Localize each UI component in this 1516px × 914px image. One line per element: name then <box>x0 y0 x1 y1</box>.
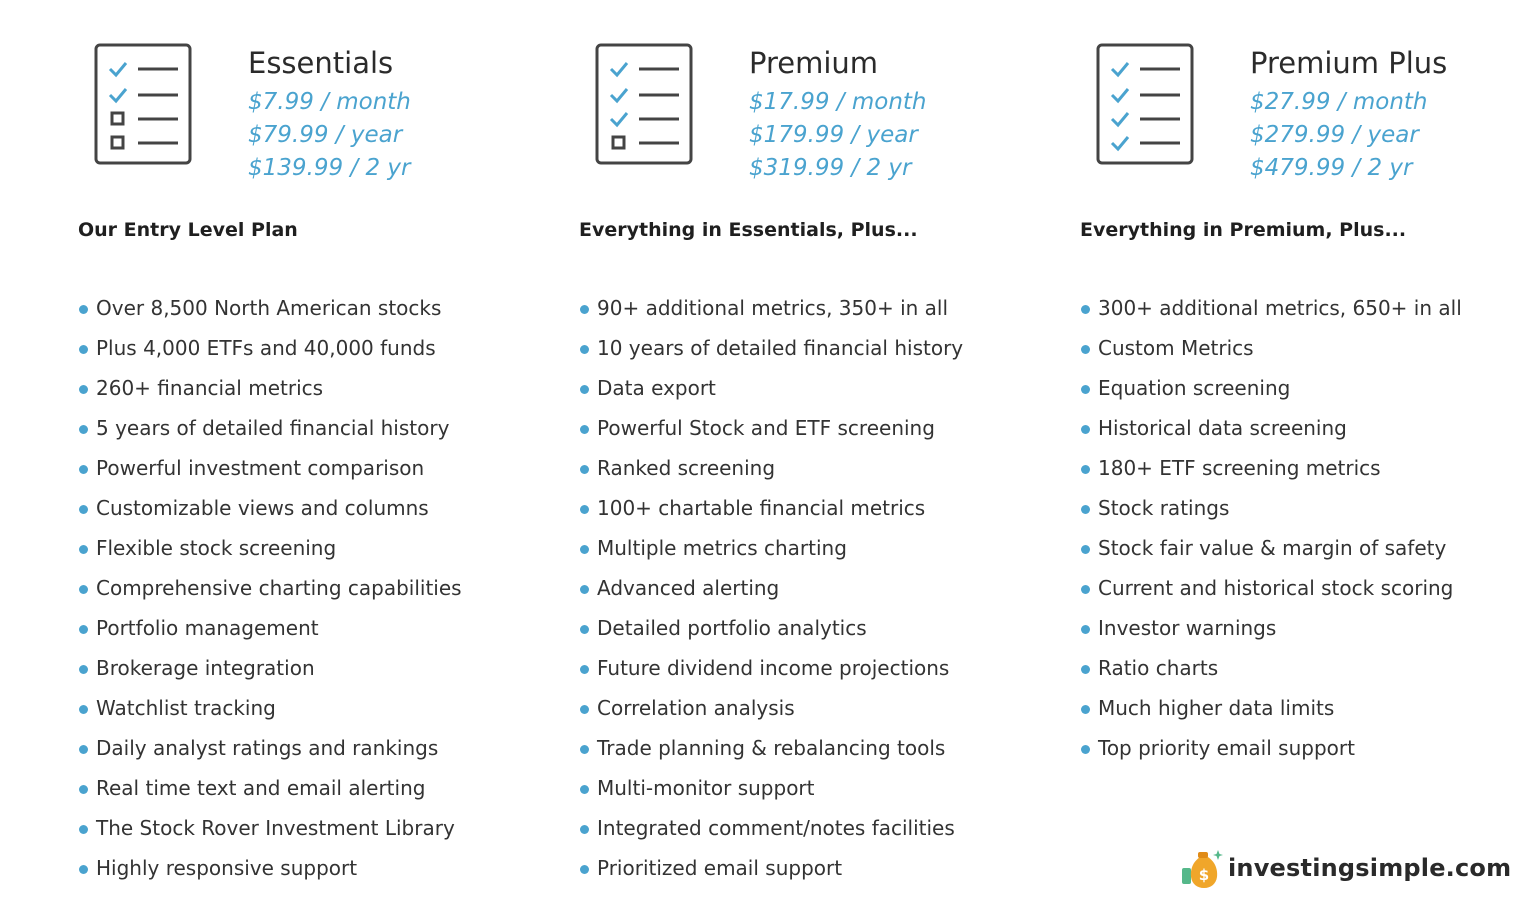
bullet-dot-icon <box>1081 345 1090 354</box>
feature-item <box>579 452 963 492</box>
feature-label: Future dividend income projections <box>597 656 950 680</box>
bullet-dot-icon <box>580 705 589 714</box>
feature-item <box>1080 412 1462 452</box>
bullet-dot-icon <box>79 585 88 594</box>
checklist-icon <box>94 43 192 165</box>
feature-label: Real time text and email alerting <box>96 776 426 800</box>
feature-label: Over 8,500 North American stocks <box>96 296 442 320</box>
feature-label: Highly responsive support <box>96 856 358 880</box>
feature-item <box>1080 572 1462 612</box>
feature-label: Multi-monitor support <box>597 776 815 800</box>
bullet-dot-icon <box>79 505 88 514</box>
feature-label: 300+ additional metrics, 650+ in all <box>1098 296 1462 320</box>
feature-item <box>78 332 462 372</box>
bullet-dot-icon <box>79 745 88 754</box>
feature-item <box>78 412 462 452</box>
feature-item <box>579 292 963 332</box>
bullet-dot-icon <box>79 825 88 834</box>
feature-item <box>78 532 462 572</box>
feature-label: Current and historical stock scoring <box>1098 576 1454 600</box>
bullet-dot-icon <box>580 345 589 354</box>
feature-label: Advanced alerting <box>597 576 780 600</box>
bullet-dot-icon <box>79 625 88 634</box>
feature-label: Stock ratings <box>1098 496 1230 520</box>
feature-label: Investor warnings <box>1098 616 1277 640</box>
feature-label: Ranked screening <box>597 456 776 480</box>
bullet-dot-icon <box>580 825 589 834</box>
feature-label: Portfolio management <box>96 616 319 640</box>
feature-item <box>579 772 963 812</box>
feature-item <box>579 852 963 892</box>
feature-item <box>579 332 963 372</box>
feature-item <box>1080 372 1462 412</box>
bullet-dot-icon <box>1081 665 1090 674</box>
feature-label: Comprehensive charting capabilities <box>96 576 462 600</box>
price-yearly: $79.99 / year <box>248 122 403 148</box>
bullet-dot-icon <box>79 665 88 674</box>
feature-item <box>579 532 963 572</box>
price-monthly: $27.99 / month <box>1250 89 1428 115</box>
price-yearly: $279.99 / year <box>1250 122 1419 148</box>
plan-subtitle: Our Entry Level Plan <box>78 219 298 241</box>
price-monthly: $17.99 / month <box>749 89 927 115</box>
svg-text:$: $ <box>1198 866 1210 884</box>
feature-item <box>78 852 462 892</box>
feature-item <box>78 572 462 612</box>
feature-label: Top priority email support <box>1098 736 1355 760</box>
plan-title: Essentials <box>248 46 394 80</box>
bullet-dot-icon <box>580 425 589 434</box>
feature-label: Daily analyst ratings and rankings <box>96 736 439 760</box>
feature-list <box>78 292 462 892</box>
feature-label: 10 years of detailed financial history <box>597 336 964 360</box>
bullet-dot-icon <box>580 465 589 474</box>
plan-title: Premium Plus <box>1250 46 1448 80</box>
feature-item <box>1080 292 1462 332</box>
feature-label: Plus 4,000 ETFs and 40,000 funds <box>96 336 436 360</box>
feature-item <box>579 492 963 532</box>
bullet-dot-icon <box>1081 545 1090 554</box>
price-monthly: $7.99 / month <box>248 89 411 115</box>
bullet-dot-icon <box>1081 585 1090 594</box>
plan-premium <box>579 0 1059 914</box>
feature-label: Prioritized email support <box>597 856 843 880</box>
bullet-dot-icon <box>79 425 88 434</box>
bullet-dot-icon <box>580 305 589 314</box>
bullet-dot-icon <box>1081 745 1090 754</box>
feature-label: Equation screening <box>1098 376 1291 400</box>
bullet-dot-icon <box>79 785 88 794</box>
feature-item <box>1080 612 1462 652</box>
feature-label: 90+ additional metrics, 350+ in all <box>597 296 949 320</box>
feature-item <box>1080 652 1462 692</box>
bullet-dot-icon <box>1081 465 1090 474</box>
feature-item <box>579 572 963 612</box>
feature-item <box>579 412 963 452</box>
plan-premium-plus <box>1080 0 1516 914</box>
feature-item <box>78 492 462 532</box>
bullet-dot-icon <box>79 305 88 314</box>
bullet-dot-icon <box>1081 625 1090 634</box>
feature-label: Powerful investment comparison <box>96 456 425 480</box>
feature-item <box>78 612 462 652</box>
feature-item <box>78 692 462 732</box>
feature-label: Detailed portfolio analytics <box>597 616 867 640</box>
checklist-icon <box>1096 43 1194 165</box>
money-bag-icon <box>1180 846 1224 890</box>
feature-label: Flexible stock screening <box>96 536 337 560</box>
price-two-year: $139.99 / 2 yr <box>248 155 411 181</box>
bullet-dot-icon <box>580 785 589 794</box>
feature-item <box>579 652 963 692</box>
feature-list <box>1080 292 1462 772</box>
bullet-dot-icon <box>79 385 88 394</box>
feature-item <box>1080 452 1462 492</box>
bullet-dot-icon <box>79 545 88 554</box>
feature-item <box>78 732 462 772</box>
feature-item <box>1080 492 1462 532</box>
feature-item <box>78 772 462 812</box>
feature-item <box>78 652 462 692</box>
bullet-dot-icon <box>580 385 589 394</box>
feature-item <box>579 692 963 732</box>
bullet-dot-icon <box>580 745 589 754</box>
bullet-dot-icon <box>79 865 88 874</box>
feature-label: Ratio charts <box>1098 656 1219 680</box>
feature-label: Trade planning & rebalancing tools <box>597 736 946 760</box>
feature-label: Integrated comment/notes facilities <box>597 816 955 840</box>
plan-title: Premium <box>749 46 879 80</box>
bullet-dot-icon <box>580 865 589 874</box>
feature-item <box>78 812 462 852</box>
feature-label: Powerful Stock and ETF screening <box>597 416 935 440</box>
bullet-dot-icon <box>1081 385 1090 394</box>
feature-list <box>579 292 963 892</box>
bullet-dot-icon <box>79 465 88 474</box>
bullet-dot-icon <box>1081 305 1090 314</box>
feature-item <box>78 452 462 492</box>
feature-label: 260+ financial metrics <box>96 376 324 400</box>
feature-label: Custom Metrics <box>1098 336 1254 360</box>
feature-item <box>78 292 462 332</box>
feature-label: 180+ ETF screening metrics <box>1098 456 1381 480</box>
plan-subtitle: Everything in Essentials, Plus... <box>579 219 918 241</box>
bullet-dot-icon <box>580 585 589 594</box>
feature-label: Customizable views and columns <box>96 496 429 520</box>
bullet-dot-icon <box>580 625 589 634</box>
price-two-year: $319.99 / 2 yr <box>749 155 912 181</box>
feature-label: The Stock Rover Investment Library <box>96 816 455 840</box>
checklist-icon <box>595 43 693 165</box>
bullet-dot-icon <box>1081 425 1090 434</box>
brand-text: investingsimple.com <box>1228 854 1512 882</box>
feature-label: Stock fair value & margin of safety <box>1098 536 1447 560</box>
feature-item <box>1080 692 1462 732</box>
feature-label: 100+ chartable financial metrics <box>597 496 926 520</box>
feature-item <box>1080 332 1462 372</box>
feature-label: Brokerage integration <box>96 656 315 680</box>
feature-label: Watchlist tracking <box>96 696 276 720</box>
feature-label: Multiple metrics charting <box>597 536 847 560</box>
price-two-year: $479.99 / 2 yr <box>1250 155 1413 181</box>
feature-item <box>78 372 462 412</box>
bullet-dot-icon <box>1081 505 1090 514</box>
price-yearly: $179.99 / year <box>749 122 918 148</box>
feature-label: Correlation analysis <box>597 696 795 720</box>
feature-item <box>579 812 963 852</box>
feature-item <box>1080 732 1462 772</box>
plan-subtitle: Everything in Premium, Plus... <box>1080 219 1407 241</box>
feature-item <box>579 612 963 652</box>
bullet-dot-icon <box>580 505 589 514</box>
brand-watermark <box>1180 844 1512 892</box>
feature-label: 5 years of detailed financial history <box>96 416 450 440</box>
feature-item <box>579 372 963 412</box>
feature-label: Much higher data limits <box>1098 696 1335 720</box>
bullet-dot-icon <box>1081 705 1090 714</box>
feature-item <box>579 732 963 772</box>
feature-label: Historical data screening <box>1098 416 1347 440</box>
feature-label: Data export <box>597 376 716 400</box>
bullet-dot-icon <box>79 345 88 354</box>
feature-item <box>1080 532 1462 572</box>
bullet-dot-icon <box>580 545 589 554</box>
bullet-dot-icon <box>580 665 589 674</box>
bullet-dot-icon <box>79 705 88 714</box>
plan-essentials <box>78 0 558 914</box>
